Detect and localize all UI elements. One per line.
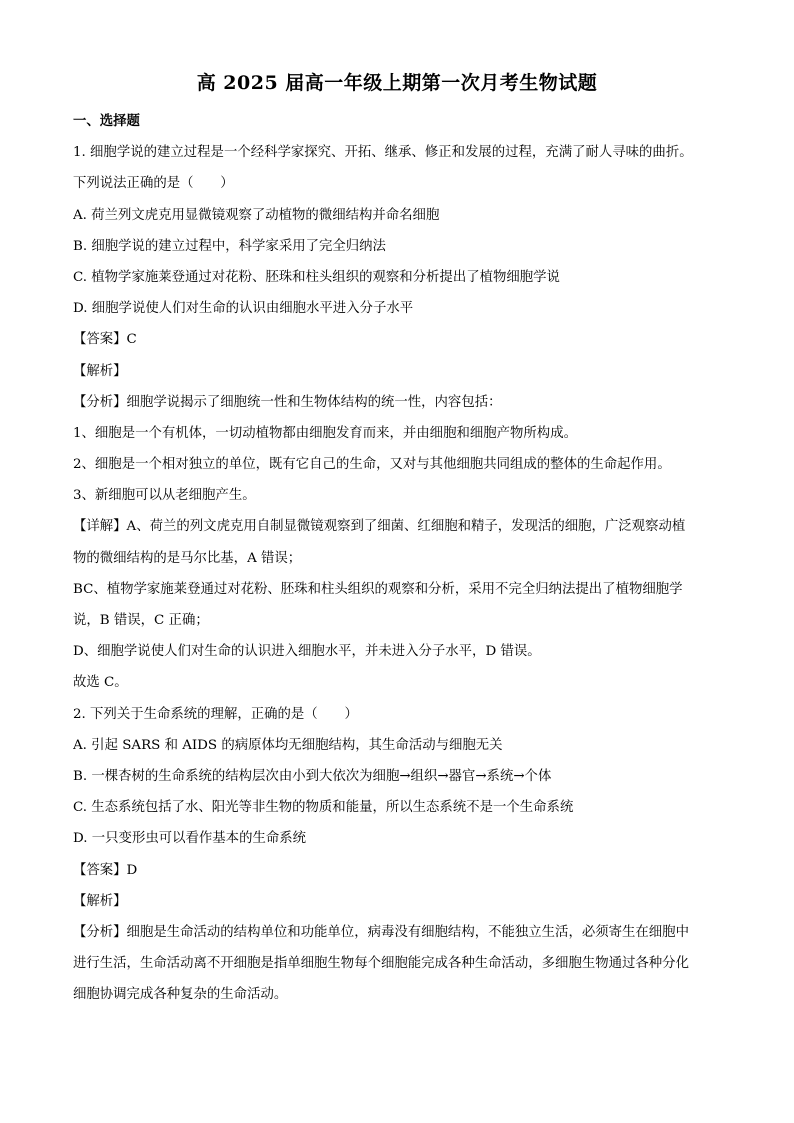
question-1-detail-bc: BC、植物学家施莱登通过对花粉、胚珠和柱头组织的观察和分析，采用不完全归纳法提出了植物细胞学 [73, 581, 683, 597]
question-2-option-b: B. 一棵杏树的生命系统的结构层次由小到大依次为细胞→组织→器官→系统→个体 [73, 768, 552, 784]
question-1-answer: 【答案】C [73, 332, 137, 348]
document-title: 高 2025 届高一年级上期第一次月考生物试题 [196, 72, 598, 94]
question-2-option-c: C. 生态系统包括了水、阳光等非生物的物质和能量，所以生态系统不是一个生命系统 [73, 800, 574, 816]
question-1-analysis-point-2: 2、细胞是一个相对独立的单位，既有它自己的生命，又对与其他细胞共同组成的整体的生命起作用。 [73, 457, 671, 473]
question-2-option-a: A. 引起 SARS 和 AIDS 的病原体均无细胞结构，其生命活动与细胞无关 [73, 737, 503, 753]
question-1-detail-bc-continued: 说，B 错误，C 正确； [73, 613, 209, 628]
section-heading: 一、选择题 [73, 113, 140, 129]
question-1-option-b: B. 细胞学说的建立过程中，科学家采用了完全归纳法 [73, 238, 386, 254]
question-1-option-d: D. 细胞学说使人们对生命的认识由细胞水平进入分子水平 [73, 301, 414, 317]
question-1-analysis-point-3: 3、新细胞可以从老细胞产生。 [73, 488, 256, 504]
question-1-detail-continued: 物的微细结构的是马尔比基，A 错误； [73, 550, 302, 566]
question-2-analysis-label: 【解析】 [73, 893, 127, 909]
question-1-option-c: C. 植物学家施莱登通过对花粉、胚珠和柱头组织的观察和分析提出了植物细胞学说 [73, 269, 560, 285]
question-1-option-a: A. 荷兰列文虎克用显微镜观察了动植物的微细结构并命名细胞 [73, 207, 440, 223]
question-2-option-d: D. 一只变形虫可以看作基本的生命系统 [73, 831, 307, 847]
question-1-analysis-label: 【解析】 [73, 363, 127, 379]
question-1-conclusion: 故选 C。 [73, 675, 128, 691]
question-1-detail-d: D、细胞学说使人们对生命的认识进入细胞水平，并未进入分子水平，D 错误。 [73, 644, 541, 660]
question-1-stem-continued: 下列说法正确的是（ ） [73, 176, 234, 192]
question-1-stem: 1. 细胞学说的建立过程是一个经科学家探究、开拓、继承、修正和发展的过程，充满了耐人寻味的曲折。 [73, 145, 693, 161]
document-body [73, 106, 723, 1010]
question-2-stem: 2. 下列关于生命系统的理解，正确的是（ ） [73, 706, 358, 722]
question-1-analysis-intro: 【分析】细胞学说揭示了细胞统一性和生物体结构的统一性，内容包括： [73, 394, 502, 410]
question-2-analysis-continued-1: 进行生活，生命活动离不开细胞是指单细胞生物每个细胞能完成各种生命活动，多细胞生物通过各种分化 [73, 956, 689, 972]
question-2-analysis: 【分析】细胞是生命活动的结构单位和功能单位，病毒没有细胞结构，不能独立生活，必须寄生在细胞中 [73, 924, 689, 940]
question-1-detail: 【详解】A、荷兰的列文虎克用自制显微镜观察到了细菌、红细胞和精子，发现活的细胞，广泛观察动植 [73, 519, 686, 535]
question-2-analysis-continued-2: 细胞协调完成各种复杂的生命活动。 [73, 987, 288, 1003]
question-2-answer: 【答案】D [73, 862, 138, 878]
question-1-analysis-point-1: 1、细胞是一个有机体，一切动植物都由细胞发育而来，并由细胞和细胞产物所构成。 [73, 425, 577, 441]
